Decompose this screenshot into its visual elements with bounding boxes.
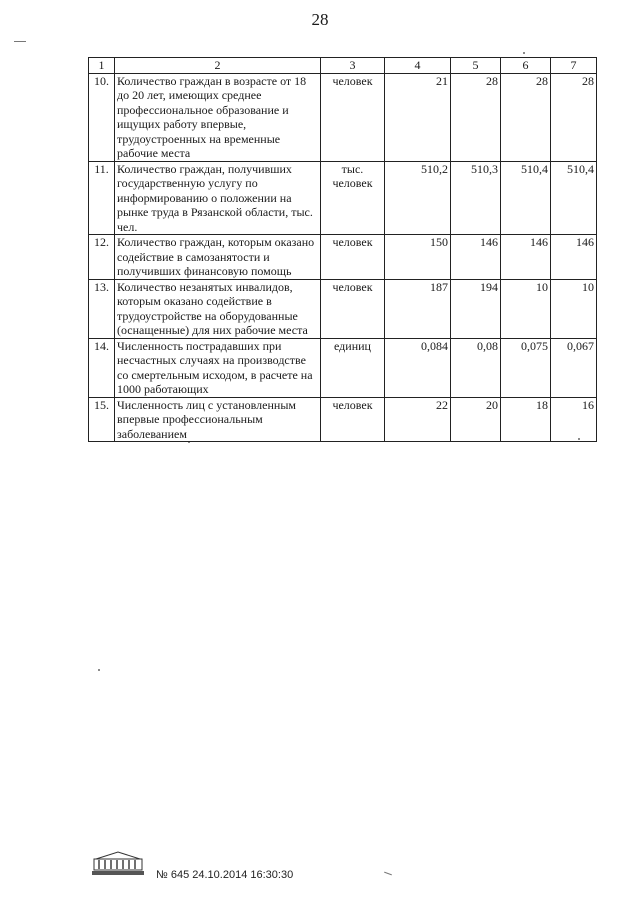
row-number: 10. bbox=[89, 73, 115, 161]
scan-mark bbox=[14, 41, 26, 42]
unit-cell: человек bbox=[321, 397, 385, 442]
value-cell: 16 bbox=[551, 397, 597, 442]
scan-mark bbox=[384, 872, 392, 876]
column-header: 1 bbox=[89, 58, 115, 74]
table-row bbox=[89, 161, 597, 235]
value-cell: 146 bbox=[501, 235, 551, 280]
value-cell: 28 bbox=[551, 73, 597, 161]
header-row bbox=[89, 58, 597, 74]
value-cell: 194 bbox=[451, 279, 501, 338]
registration-stamp-icon bbox=[88, 850, 148, 876]
value-cell: 187 bbox=[385, 279, 451, 338]
value-cell: 146 bbox=[551, 235, 597, 280]
unit-cell: человек bbox=[321, 279, 385, 338]
indicator-name: Количество граждан, получивших государственную услугу по информированию о положении на рынке труда в Рязанской области, тыс. чел. bbox=[115, 161, 321, 235]
value-cell: 28 bbox=[501, 73, 551, 161]
value-cell: 0,08 bbox=[451, 338, 501, 397]
value-cell: 510,4 bbox=[551, 161, 597, 235]
document-registration-stamp: № 645 24.10.2014 16:30:30 bbox=[156, 869, 294, 881]
value-cell: 22 bbox=[385, 397, 451, 442]
value-cell: 146 bbox=[451, 235, 501, 280]
row-number: 15. bbox=[89, 397, 115, 442]
indicator-name: Численность лиц с установленным впервые профессиональным заболеванием bbox=[115, 397, 321, 442]
row-number: 13. bbox=[89, 279, 115, 338]
column-header: 2 bbox=[115, 58, 321, 74]
value-cell: 20 bbox=[451, 397, 501, 442]
indicator-name: Численность пострадавших при несчастных случаях на производстве со смертельным исходом, в расчете на 1000 работающих bbox=[115, 338, 321, 397]
value-cell: 510,2 bbox=[385, 161, 451, 235]
value-cell: 28 bbox=[451, 73, 501, 161]
value-cell: 10 bbox=[501, 279, 551, 338]
unit-cell: единиц bbox=[321, 338, 385, 397]
value-cell: 0,075 bbox=[501, 338, 551, 397]
page-number: 28 bbox=[311, 10, 329, 29]
indicator-name: Количество граждан в возрасте от 18 до 20 лет, имеющих среднее профессиональное образование и ищущих работу впервые, трудоустроенных на временные рабочие места bbox=[115, 73, 321, 161]
value-cell: 150 bbox=[385, 235, 451, 280]
indicator-name: Количество незанятых инвалидов, которым оказано содействие в трудоустройстве на оборудованные (оснащенные) для них рабочие места bbox=[115, 279, 321, 338]
scan-speck bbox=[523, 52, 525, 54]
row-number: 14. bbox=[89, 338, 115, 397]
value-cell: 10 bbox=[551, 279, 597, 338]
scan-speck bbox=[98, 669, 100, 671]
value-cell: 510,3 bbox=[451, 161, 501, 235]
table-row bbox=[89, 73, 597, 161]
column-header: 3 bbox=[321, 58, 385, 74]
unit-cell: человек bbox=[321, 235, 385, 280]
value-cell: 510,4 bbox=[501, 161, 551, 235]
indicators-table bbox=[88, 57, 597, 442]
row-number: 12. bbox=[89, 235, 115, 280]
value-cell: 21 bbox=[385, 73, 451, 161]
column-header: 7 bbox=[551, 58, 597, 74]
row-number: 11. bbox=[89, 161, 115, 235]
indicator-name: Количество граждан, которым оказано содействие в самозанятости и получивших финансовую помощь bbox=[115, 235, 321, 280]
table-row bbox=[89, 279, 597, 338]
table-row bbox=[89, 397, 597, 442]
value-cell: 0,084 bbox=[385, 338, 451, 397]
table-row bbox=[89, 235, 597, 280]
table-row bbox=[89, 338, 597, 397]
value-cell: 18 bbox=[501, 397, 551, 442]
column-header: 6 bbox=[501, 58, 551, 74]
value-cell: 0,067 bbox=[551, 338, 597, 397]
column-header: 5 bbox=[451, 58, 501, 74]
unit-cell: тыс. человек bbox=[321, 161, 385, 235]
column-header: 4 bbox=[385, 58, 451, 74]
unit-cell: человек bbox=[321, 73, 385, 161]
